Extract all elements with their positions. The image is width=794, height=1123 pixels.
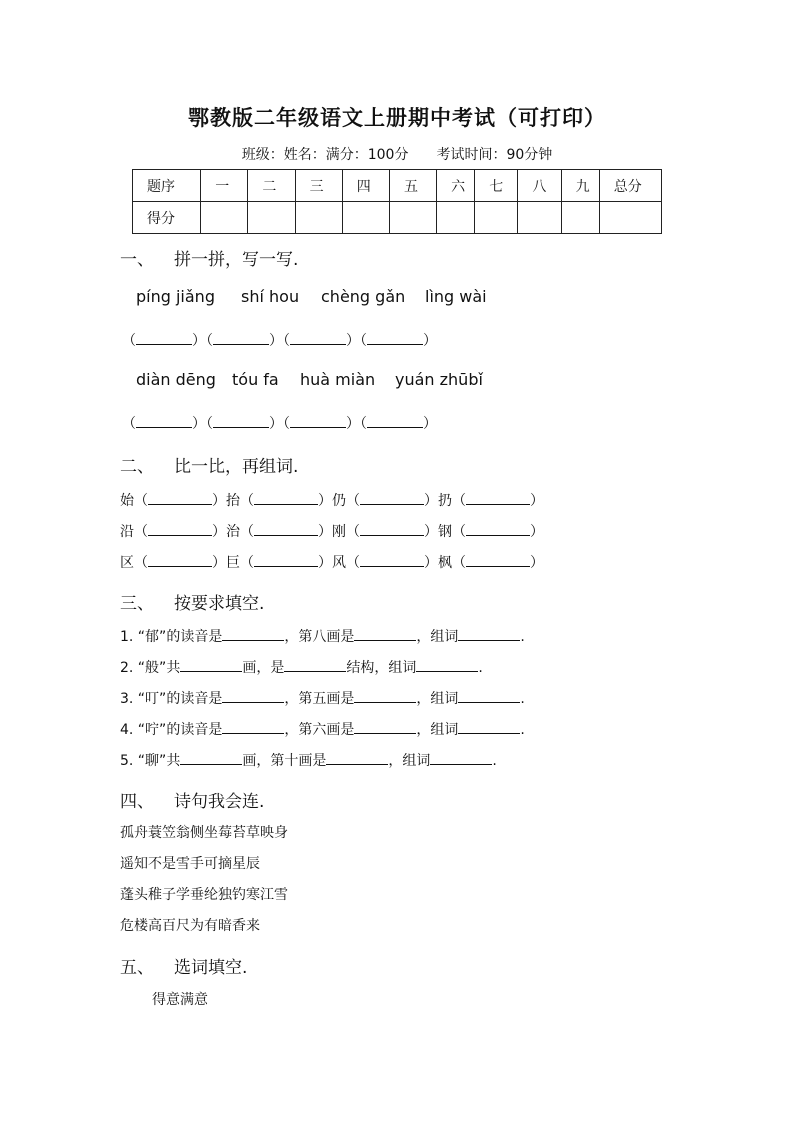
section-1-heading xyxy=(120,245,298,270)
question-item xyxy=(120,750,497,770)
page-title: 鄂教版二年级语文上册期中考试（可打印） xyxy=(188,105,606,130)
question-text: ，组词 xyxy=(416,722,459,738)
answer-blank[interactable] xyxy=(466,552,530,567)
answer-blank[interactable] xyxy=(148,552,212,567)
answer-blank[interactable] xyxy=(367,413,423,428)
answer-blank[interactable] xyxy=(180,657,242,672)
poem-line: 遥知不是雪手可摘星辰 xyxy=(120,856,260,872)
paren-open: （ xyxy=(240,555,254,571)
answer-blank[interactable] xyxy=(290,330,346,345)
paren-open: （ xyxy=(346,493,360,509)
compare-char: 区 xyxy=(120,555,134,571)
answer-blank[interactable] xyxy=(180,750,242,765)
paren-close: ） xyxy=(269,333,283,349)
paren-close: ） xyxy=(346,333,360,349)
paren-close: ） xyxy=(346,416,360,432)
pinyin-item: diàn dēng xyxy=(136,370,216,389)
paren-close: ） xyxy=(212,493,226,509)
section-title: 按要求填空. xyxy=(174,594,265,614)
compare-row xyxy=(120,490,544,510)
poem-line: 蓬头稚子学垂纶独钓寒江雪 xyxy=(120,887,288,903)
score-header-cell: 五 xyxy=(389,170,436,202)
section-2-heading xyxy=(120,452,298,477)
score-cell xyxy=(518,202,561,234)
score-header-cell: 九 xyxy=(561,170,599,202)
question-text: ，组词 xyxy=(416,629,459,645)
score-cell xyxy=(599,202,661,234)
score-header-cell: 八 xyxy=(518,170,561,202)
compare-char: 钢 xyxy=(438,524,452,540)
compare-char: 枫 xyxy=(438,555,452,571)
answer-blank[interactable] xyxy=(254,521,318,536)
compare-char: 仍 xyxy=(332,493,346,509)
word-choices: 得意满意 xyxy=(152,992,208,1008)
question-text: 3. “叮”的读音是 xyxy=(120,691,223,707)
paren-open: （ xyxy=(240,524,254,540)
paren-open: （ xyxy=(283,333,290,349)
paren-close: ） xyxy=(423,416,437,432)
answer-blank[interactable] xyxy=(416,657,478,672)
section-number: 四、 xyxy=(120,792,154,812)
answer-blank[interactable] xyxy=(458,626,520,641)
section-number: 二、 xyxy=(120,457,154,477)
paren-close: ） xyxy=(269,416,283,432)
answer-blank[interactable] xyxy=(466,521,530,536)
paren-open: （ xyxy=(346,555,360,571)
paren-close: ） xyxy=(212,524,226,540)
paren-open: （ xyxy=(122,416,136,432)
question-text: 画，是 xyxy=(242,660,285,676)
question-text: ，组词 xyxy=(416,691,459,707)
compare-char: 扔 xyxy=(438,493,452,509)
paren-open: （ xyxy=(134,524,148,540)
answer-blank[interactable] xyxy=(354,688,416,703)
answer-blank[interactable] xyxy=(458,719,520,734)
paren-open: （ xyxy=(452,555,466,571)
pinyin-item: huà miàn xyxy=(300,370,376,389)
score-cell xyxy=(201,202,248,234)
answer-blank[interactable] xyxy=(290,413,346,428)
compare-char: 刚 xyxy=(332,524,346,540)
score-cell xyxy=(437,202,475,234)
section-number: 一、 xyxy=(120,250,154,270)
question-text: 画，第十画是 xyxy=(242,753,327,769)
score-header-cell: 四 xyxy=(342,170,389,202)
answer-blank[interactable] xyxy=(136,330,192,345)
question-text: 4. “咛”的读音是 xyxy=(120,722,223,738)
poem-line: 孤舟蓑笠翁侧坐莓苔草映身 xyxy=(120,825,288,841)
answer-blank[interactable] xyxy=(222,719,284,734)
question-item xyxy=(120,688,525,708)
answer-blank[interactable] xyxy=(148,490,212,505)
pinyin-item: shí hou xyxy=(241,287,300,306)
answer-blank[interactable] xyxy=(360,552,424,567)
paren-open: （ xyxy=(283,416,290,432)
question-text: ，第八画是 xyxy=(284,629,355,645)
question-text: 5. “聊”共 xyxy=(120,753,181,769)
answer-blank[interactable] xyxy=(213,413,269,428)
paren-close: ） xyxy=(192,416,206,432)
question-text: 2. “般”共 xyxy=(120,660,181,676)
section-4-heading xyxy=(120,787,264,812)
question-item xyxy=(120,719,525,739)
answer-blank[interactable] xyxy=(354,719,416,734)
paren-open: （ xyxy=(206,416,213,432)
paren-open: （ xyxy=(134,555,148,571)
section-title: 比一比，再组词. xyxy=(174,457,299,477)
answer-blank[interactable] xyxy=(136,413,192,428)
score-cell xyxy=(342,202,389,234)
score-header-cell: 七 xyxy=(475,170,518,202)
pinyin-item: chèng gǎn xyxy=(321,287,406,306)
paren-close: ） xyxy=(318,493,332,509)
answer-blank-row xyxy=(122,330,437,350)
paren-close: ） xyxy=(192,333,206,349)
paren-open: （ xyxy=(360,416,367,432)
exam-info: 班级：姓名：满分：100分 考试时间：90分钟 xyxy=(241,147,553,163)
question-item xyxy=(120,657,483,677)
score-row xyxy=(133,202,662,234)
paren-open: （ xyxy=(452,524,466,540)
question-end: . xyxy=(520,691,525,707)
section-title: 选词填空. xyxy=(174,958,248,978)
paren-close: ） xyxy=(318,524,332,540)
answer-blank[interactable] xyxy=(326,750,388,765)
paren-open: （ xyxy=(206,333,213,349)
answer-blank[interactable] xyxy=(430,750,492,765)
score-header-cell: 一 xyxy=(201,170,248,202)
score-cell xyxy=(561,202,599,234)
answer-blank[interactable] xyxy=(458,688,520,703)
pinyin-item: tóu fa xyxy=(232,370,279,389)
answer-blank[interactable] xyxy=(222,626,284,641)
question-end: . xyxy=(492,753,497,769)
score-table xyxy=(132,169,662,234)
answer-blank[interactable] xyxy=(466,490,530,505)
answer-blank-row xyxy=(122,413,437,433)
compare-char: 沿 xyxy=(120,524,134,540)
question-text: ，第五画是 xyxy=(284,691,355,707)
question-text: 1. “郁”的读音是 xyxy=(120,629,223,645)
answer-blank[interactable] xyxy=(360,490,424,505)
paren-close: ） xyxy=(318,555,332,571)
answer-blank[interactable] xyxy=(284,657,346,672)
question-text: 结构，组词 xyxy=(346,660,417,676)
section-number: 五、 xyxy=(120,958,154,978)
paren-close: ） xyxy=(424,555,438,571)
score-header-cell: 三 xyxy=(295,170,342,202)
compare-char: 治 xyxy=(226,524,240,540)
question-item xyxy=(120,626,525,646)
paren-close: ） xyxy=(424,493,438,509)
question-end: . xyxy=(520,722,525,738)
paren-open: （ xyxy=(240,493,254,509)
answer-blank[interactable] xyxy=(360,521,424,536)
paren-open: （ xyxy=(452,493,466,509)
score-header-cell: 总分 xyxy=(599,170,661,202)
paren-close: ） xyxy=(424,524,438,540)
question-text: ，组词 xyxy=(388,753,431,769)
compare-char: 始 xyxy=(120,493,134,509)
section-3-heading xyxy=(120,589,264,614)
answer-blank[interactable] xyxy=(222,688,284,703)
answer-blank[interactable] xyxy=(254,490,318,505)
paren-open: （ xyxy=(346,524,360,540)
section-number: 三、 xyxy=(120,594,154,614)
pinyin-item: píng jiǎng xyxy=(136,287,215,306)
question-text: ，第六画是 xyxy=(284,722,355,738)
compare-row xyxy=(120,552,544,572)
score-header-cell: 六 xyxy=(437,170,475,202)
answer-blank[interactable] xyxy=(354,626,416,641)
score-header-row xyxy=(133,170,662,202)
answer-blank[interactable] xyxy=(367,330,423,345)
question-end: . xyxy=(478,660,483,676)
answer-blank[interactable] xyxy=(148,521,212,536)
score-cell xyxy=(248,202,295,234)
paren-close: ） xyxy=(530,555,544,571)
compare-char: 巨 xyxy=(226,555,240,571)
pinyin-item: yuán zhūbǐ xyxy=(395,370,483,389)
score-header-cell: 二 xyxy=(248,170,295,202)
compare-char: 抬 xyxy=(226,493,240,509)
poem-line: 危楼高百尺为有暗香来 xyxy=(120,918,260,934)
score-row-label: 得分 xyxy=(133,202,201,234)
paren-open: （ xyxy=(134,493,148,509)
paren-close: ） xyxy=(212,555,226,571)
question-end: . xyxy=(520,629,525,645)
answer-blank[interactable] xyxy=(213,330,269,345)
compare-char: 风 xyxy=(332,555,346,571)
paren-open: （ xyxy=(360,333,367,349)
paren-close: ） xyxy=(530,493,544,509)
section-title: 拼一拼，写一写. xyxy=(174,250,299,270)
section-title: 诗句我会连. xyxy=(174,792,265,812)
paren-close: ） xyxy=(530,524,544,540)
score-header-cell: 题序 xyxy=(133,170,201,202)
score-cell xyxy=(295,202,342,234)
score-cell xyxy=(389,202,436,234)
score-cell xyxy=(475,202,518,234)
paren-close: ） xyxy=(423,333,437,349)
pinyin-item: lìng wài xyxy=(425,287,487,306)
answer-blank[interactable] xyxy=(254,552,318,567)
paren-open: （ xyxy=(122,333,136,349)
section-5-heading xyxy=(120,953,247,978)
compare-row xyxy=(120,521,544,541)
